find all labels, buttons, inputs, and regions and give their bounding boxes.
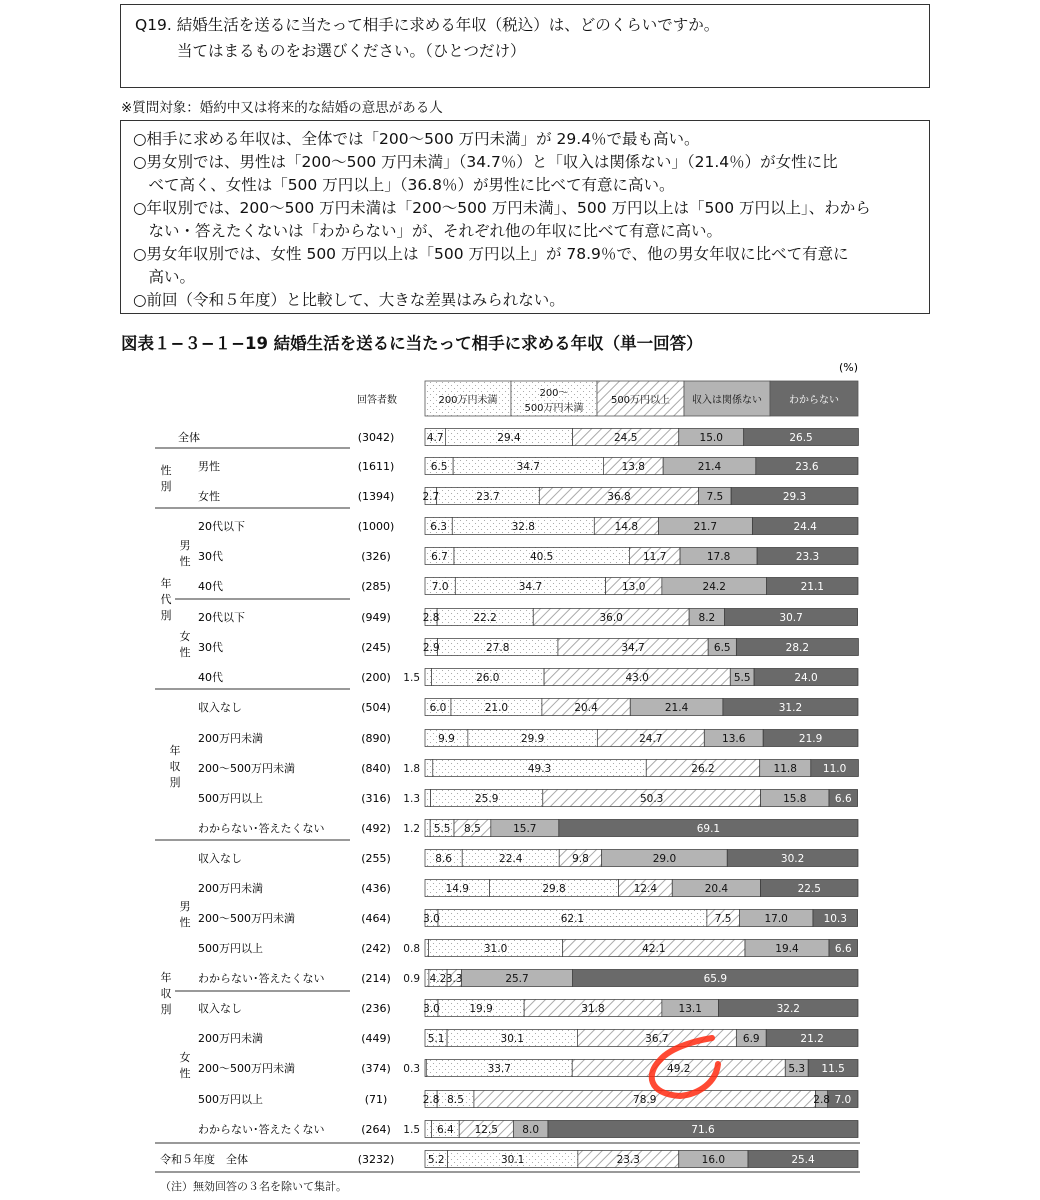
summary-line-6: ○男女年収別では、女性 500 万円以上は「500 万円以上」が 78.9％で、他の男女年収に比べて有意に (133, 245, 849, 263)
data-label: 3.0 (423, 913, 440, 925)
respondent-count: (264) (361, 1123, 391, 1136)
data-label: 29.4 (497, 432, 521, 444)
summary-line-2: ○男女別では、男性は「200〜500 万円未満」（34.7％）と「収入は関係ない」（21.4％）が女性に比 (133, 153, 838, 171)
data-label: 24.2 (702, 581, 726, 593)
data-label: 5.5 (433, 823, 451, 835)
group-label-age-female-char-0: 女 (179, 630, 191, 643)
data-label: 15.0 (699, 432, 723, 444)
respondent-count: (3042) (357, 431, 395, 444)
footnote: （注）無効回答の３名を除いて集計。 (160, 1180, 347, 1193)
respondent-count: (326) (361, 550, 391, 563)
data-label: 24.0 (794, 672, 818, 684)
data-label: 5.2 (427, 1154, 445, 1166)
data-label: 1.2 (403, 823, 420, 835)
respondent-count: (285) (361, 580, 391, 593)
respondent-count: (3232) (357, 1153, 395, 1166)
data-label: 32.8 (511, 521, 535, 533)
data-label: 32.2 (776, 1003, 800, 1015)
data-label: 6.5 (713, 642, 731, 654)
data-label: 23.3 (616, 1154, 640, 1166)
data-label: 20.4 (704, 883, 729, 895)
respondent-count: (492) (361, 822, 391, 835)
respondents-header: 回答者数 (357, 395, 397, 406)
data-label: 22.4 (499, 853, 523, 865)
respondent-count: (949) (361, 611, 391, 624)
data-label: 33.7 (487, 1063, 511, 1075)
respondent-count: (436) (361, 882, 391, 895)
figure-title: 図表１−３−１−19 結婚生活を送るに当たって相手に求める年収（単一回答） (121, 334, 703, 353)
data-label: 19.9 (469, 1003, 493, 1015)
data-label: 49.2 (667, 1063, 691, 1075)
legend-label-1-a: 200～ (539, 388, 569, 399)
group-label-age-char-2: 別 (160, 609, 172, 622)
data-label: 62.1 (560, 913, 585, 925)
row-label: 200万円未満 (198, 1032, 263, 1045)
group-label-sex-char-1: 別 (160, 480, 172, 493)
data-label: 78.9 (633, 1094, 657, 1106)
data-label: 7.0 (834, 1094, 852, 1106)
data-label: 25.9 (475, 793, 499, 805)
row-label: 男性 (198, 460, 220, 473)
group-label-sex-income-female-char-0: 女 (179, 1051, 191, 1064)
respondent-count: (1000) (357, 520, 395, 533)
data-label: 21.4 (664, 702, 689, 714)
row-label: 収入なし (198, 1002, 242, 1015)
row-label: 200～500万円未満 (198, 912, 295, 925)
data-label: 8.5 (447, 1094, 464, 1106)
respondent-count: (504) (361, 701, 391, 714)
respondent-count: (464) (361, 912, 391, 925)
data-label: 30.7 (779, 612, 803, 624)
data-label: 7.5 (714, 913, 732, 925)
data-label: 21.7 (693, 521, 718, 533)
data-label: 0.8 (403, 943, 420, 955)
row-label: 全体 (178, 431, 200, 444)
legend-label-2: 500万円以上 (610, 395, 671, 406)
data-label: 28.2 (785, 642, 810, 654)
data-label: 9.8 (572, 853, 589, 865)
data-label: 30.1 (500, 1154, 525, 1166)
row-label: 200万円未満 (198, 882, 263, 895)
data-label: 36.7 (645, 1033, 669, 1045)
data-label: 36.8 (607, 491, 631, 503)
data-label: 50.3 (639, 793, 664, 805)
data-label: 10.3 (823, 913, 847, 925)
row-label: 500万円以上 (198, 942, 263, 955)
bar-segment-0 (425, 669, 431, 686)
row-label: 30代 (198, 641, 223, 654)
group-label-age-male-char-1: 性 (179, 555, 191, 568)
summary-line-5: ない・答えたくないは「わからない」が、それぞれ他の年収に比べて有意に高い。 (133, 222, 723, 240)
respondent-count: (200) (361, 671, 391, 684)
row-label: 500万円以上 (198, 1093, 263, 1106)
group-label-sex-income-female-char-1: 性 (179, 1067, 191, 1080)
bar-segment-0 (425, 790, 431, 807)
data-label: 13.8 (621, 461, 645, 473)
data-label: 34.7 (621, 642, 645, 654)
data-label: 23.3 (795, 551, 820, 563)
respondent-count: (236) (361, 1002, 391, 1015)
data-label: 23.7 (476, 491, 500, 503)
data-label: 6.5 (430, 461, 448, 473)
respondent-count: (245) (361, 641, 391, 654)
unit-label: (%) (838, 361, 858, 374)
data-label: 1.3 (403, 793, 420, 805)
summary-line-1: ○相手に求める年収は、全体では「200〜500 万円未満」が 29.4％で最も高い。 (133, 130, 700, 148)
data-label: 29.9 (520, 733, 545, 745)
respondent-count: (449) (361, 1032, 391, 1045)
question-line-2: 当てはまるものをお選びください。（ひとつだけ） (177, 42, 526, 60)
summary-line-7: 高い。 (133, 268, 196, 286)
summary-line-3: べて高く、女性は「500 万円以上」（36.8％）が男性に比べて有意に高い。 (133, 176, 675, 194)
data-label: 49.3 (527, 763, 552, 775)
respondent-count: (255) (361, 852, 391, 865)
respondent-count: (1394) (357, 490, 395, 503)
data-label: 30.1 (500, 1033, 524, 1045)
data-label: 8.2 (698, 612, 716, 624)
data-label: 1.5 (403, 1124, 420, 1136)
legend-label-4: わからない (789, 395, 839, 406)
data-label: 71.6 (691, 1124, 715, 1136)
data-label: 4.7 (426, 432, 444, 444)
data-label: 13.6 (722, 733, 746, 745)
data-label: 5.3 (788, 1063, 806, 1075)
data-label: 20.4 (574, 702, 598, 714)
data-label: 6.3 (430, 521, 447, 533)
row-label: 200～500万円未満 (198, 1062, 295, 1075)
legend-label-0: 200万円未満 (438, 395, 498, 406)
data-label: 2.8 (813, 1094, 830, 1106)
data-label: 31.2 (778, 702, 803, 714)
group-label-age-char-1: 代 (160, 593, 172, 606)
data-label: 4.2 (429, 973, 447, 985)
group-label-sex-income-char-1: 収 (160, 987, 172, 1000)
row-label: 200～500万円未満 (198, 762, 295, 775)
bar-segment-0 (425, 760, 433, 777)
question-line-1: Q19. 結婚生活を送るに当たって相手に求める年収（税込）は、どのくらいですか。 (135, 16, 720, 34)
data-label: 6.7 (431, 551, 448, 563)
data-label: 43.0 (625, 672, 649, 684)
data-label: 26.2 (691, 763, 715, 775)
data-label: 21.2 (800, 1033, 824, 1045)
respondent-count: (71) (364, 1093, 388, 1106)
data-label: 36.0 (599, 612, 623, 624)
data-label: 31.0 (483, 943, 508, 955)
data-label: 24.4 (793, 521, 817, 533)
data-label: 2.8 (422, 612, 440, 624)
data-label: 0.3 (403, 1063, 420, 1075)
respondent-count: (214) (361, 972, 391, 985)
row-label: 500万円以上 (198, 792, 263, 805)
group-label-sex-income-char-2: 別 (160, 1003, 172, 1016)
bar-segment-0 (425, 940, 428, 957)
data-label: 14.9 (445, 883, 469, 895)
group-label-age-char-0: 年 (160, 577, 172, 590)
data-label: 9.9 (438, 733, 455, 745)
data-label: 19.4 (775, 943, 799, 955)
data-label: 0.9 (403, 973, 420, 985)
data-label: 11.8 (773, 763, 797, 775)
data-label: 29.3 (782, 491, 807, 503)
group-label-age-female-char-1: 性 (179, 646, 191, 659)
data-label: 15.7 (513, 823, 537, 835)
data-label: 21.0 (484, 702, 509, 714)
summary-line-4: ○年収別では、200〜500 万円未満は「200〜500 万円未満」、500 万円以上は「500 万円以上」、わから (133, 199, 871, 217)
row-label: わからない･答えたくない (198, 822, 325, 835)
row-label: 20代以下 (198, 611, 245, 624)
respondent-count: (1611) (357, 460, 395, 473)
group-label-income-char-0: 年 (169, 744, 181, 757)
data-label: 16.0 (701, 1154, 726, 1166)
data-label: 3.3 (445, 973, 463, 985)
data-label: 17.0 (764, 913, 788, 925)
respondent-count: (316) (361, 792, 391, 805)
data-label: 8.6 (435, 853, 452, 865)
data-label: 6.0 (429, 702, 447, 714)
data-label: 7.5 (706, 491, 724, 503)
row-label: 40代 (198, 671, 223, 684)
respondent-count: (374) (361, 1062, 391, 1075)
data-label: 3.0 (423, 1003, 440, 1015)
data-label: 30.2 (780, 853, 805, 865)
data-label: 7.0 (431, 581, 449, 593)
target-note: ※質問対象：婚約中又は将来的な結婚の意思がある人 (121, 100, 443, 116)
data-label: 42.1 (642, 943, 666, 955)
row-label: 20代以下 (198, 520, 245, 533)
data-label: 13.1 (678, 1003, 702, 1015)
group-label-income-char-2: 別 (169, 776, 181, 789)
data-label: 12.4 (633, 883, 658, 895)
data-label: 40.5 (529, 551, 554, 563)
row-label: 200万円未満 (198, 732, 263, 745)
data-label: 11.5 (821, 1063, 845, 1075)
group-label-sex-char-0: 性 (160, 464, 172, 477)
data-label: 13.0 (622, 581, 646, 593)
data-label: 29.8 (542, 883, 566, 895)
data-label: 2.7 (422, 491, 440, 503)
legend-label-1-b: 500万円未満 (524, 403, 584, 414)
legend-label-3: 収入は関係ない (692, 395, 762, 406)
data-label: 22.2 (473, 612, 497, 624)
row-label: 女性 (198, 490, 220, 503)
data-label: 8.0 (522, 1124, 540, 1136)
row-label: 令和５年度 全体 (160, 1153, 248, 1166)
data-label: 31.8 (581, 1003, 605, 1015)
data-label: 22.5 (797, 883, 821, 895)
data-label: 17.8 (706, 551, 731, 563)
data-label: 29.0 (652, 853, 677, 865)
data-label: 2.8 (422, 1094, 440, 1106)
row-label: 収入なし (198, 852, 242, 865)
data-label: 21.9 (798, 733, 823, 745)
data-label: 2.9 (422, 642, 440, 654)
data-label: 1.5 (403, 672, 420, 684)
data-label: 25.4 (791, 1154, 815, 1166)
data-label: 25.7 (505, 973, 529, 985)
data-label: 6.9 (742, 1033, 760, 1045)
group-label-income-char-1: 収 (169, 760, 181, 773)
data-label: 15.8 (783, 793, 807, 805)
data-label: 24.5 (614, 432, 638, 444)
data-label: 27.8 (486, 642, 510, 654)
data-label: 26.0 (476, 672, 500, 684)
respondent-count: (242) (361, 942, 391, 955)
row-label: わからない･答えたくない (198, 1123, 325, 1136)
data-label: 21.1 (800, 581, 825, 593)
group-label-sex-income-male-char-1: 性 (179, 916, 191, 929)
data-label: 65.9 (703, 973, 728, 985)
data-label: 21.4 (697, 461, 722, 473)
bar-segment-0 (425, 820, 430, 837)
data-label: 26.5 (789, 432, 813, 444)
data-label: 5.1 (427, 1033, 445, 1045)
data-label: 11.0 (822, 763, 847, 775)
respondent-count: (890) (361, 732, 391, 745)
row-label: わからない･答えたくない (198, 972, 325, 985)
row-label: 30代 (198, 550, 223, 563)
bar-segment-0 (425, 1121, 431, 1138)
respondent-count: (840) (361, 762, 391, 775)
data-label: 12.5 (474, 1124, 498, 1136)
data-label: 34.7 (518, 581, 543, 593)
data-label: 1.8 (403, 763, 420, 775)
data-label: 8.5 (464, 823, 481, 835)
data-label: 6.6 (834, 793, 852, 805)
summary-line-8: ○前回（令和５年度）と比較して、大きな差異はみられない。 (133, 291, 565, 309)
data-label: 34.7 (516, 461, 540, 473)
data-label: 23.6 (795, 461, 819, 473)
group-label-age-male-char-0: 男 (179, 539, 191, 552)
data-label: 14.8 (614, 521, 639, 533)
row-label: 収入なし (198, 701, 242, 714)
data-label: 11.7 (643, 551, 667, 563)
data-label: 5.5 (733, 672, 751, 684)
data-label: 6.4 (436, 1124, 454, 1136)
group-label-sex-income-char-0: 年 (160, 971, 172, 984)
bar-segment-0 (425, 970, 429, 987)
data-label: 69.1 (696, 823, 721, 835)
data-label: 6.6 (834, 943, 852, 955)
group-label-sex-income-male-char-0: 男 (179, 900, 191, 913)
data-label: 24.7 (639, 733, 663, 745)
row-label: 40代 (198, 580, 223, 593)
